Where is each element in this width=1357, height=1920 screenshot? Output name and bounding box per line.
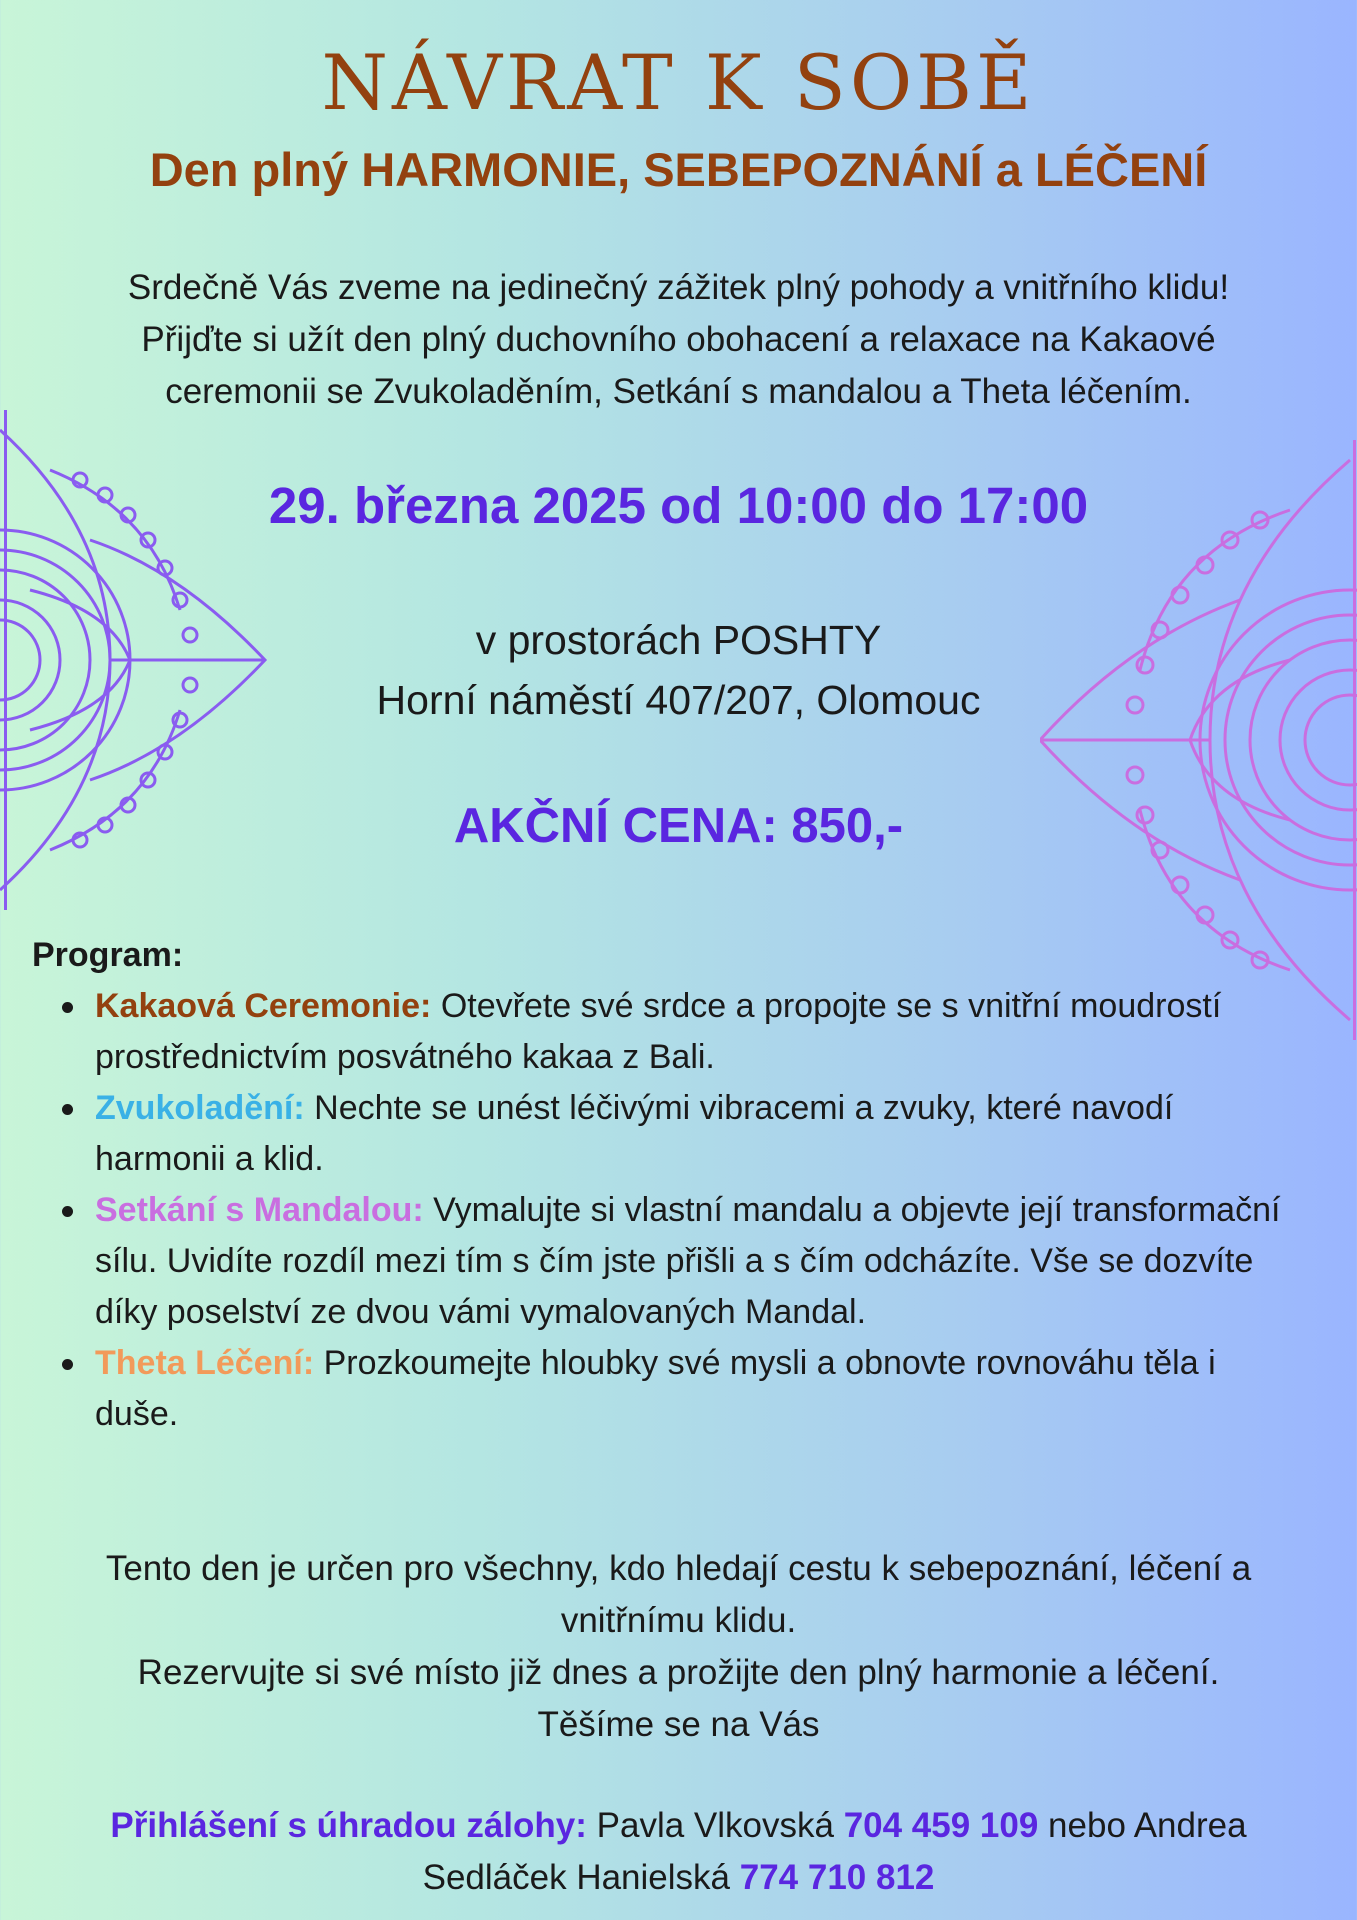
venue-address: Horní náměstí 407/207, Olomouc [376,677,981,723]
bullet-icon [62,1359,73,1370]
contact-name-1: Pavla Vlkovská [586,1806,844,1845]
program-heading: Program: [32,936,184,974]
program-section [32,930,1307,1440]
program-item-label: Zvukoladění: [95,1089,305,1127]
signup-info [40,1800,1317,1904]
signup-label: Přihlášení s úhradou zálohy: [110,1806,587,1845]
program-item-text: Nechte se unést léčivými vibracemi a zvuky, které navodí harmonii a klid. [95,1089,1174,1178]
contact-connector: nebo Andrea [1038,1806,1247,1845]
program-item-text: Prozkoumejte hloubky své mysli a obnovte rovnováhu těla i duše. [95,1344,1216,1433]
page-title: NÁVRAT K SOBĚ [321,38,1036,127]
event-price: AKČNÍ CENA: 850,- [453,799,904,853]
program-item-label: Theta Léčení: [95,1344,315,1382]
program-item-label: Setkání s Mandalou: [95,1191,424,1229]
bullet-icon [62,1104,73,1115]
closing-line: Rezervujte si své místo již dnes a prožijte den plný harmonie a léčení. [137,1653,1220,1692]
closing-paragraph [40,1543,1317,1751]
closing-line: Tento den je určen pro všechny, kdo hledají cestu k sebepoznání, léčení a [105,1549,1252,1588]
list-item [32,1338,1307,1440]
page-subtitle: Den plný HARMONIE, SEBEPOZNÁNÍ a LÉČENÍ [149,143,1208,196]
program-item-text: Otevřete své srdce a propojte se s vnitřní moudrostí prostřednictvím posvátného kakaa z Bali. [95,987,1222,1076]
closing-line: Těšíme se na Vás [537,1705,820,1744]
list-item [32,981,1307,1083]
contact-name-2: Sedláček Hanielská [422,1858,740,1897]
program-item-text: Vymalujte si vlastní mandalu a objevte její transformační sílu. Uvidíte rozdíl mezi tím s čím jste přišli a s čím odcházíte. Vše se dozvíte díky poselství ze dvou vámi vymalovaných Mandal. [95,1191,1281,1331]
bullet-icon [62,1002,73,1013]
list-item [32,1185,1307,1338]
intro-line: Přijďte si užít den plný duchovního obohacení a relaxace na Kakaové [141,320,1216,359]
contact-phone-2[interactable]: 774 710 812 [739,1858,935,1897]
closing-line: vnitřnímu klidu. [560,1601,797,1640]
contact-phone-1[interactable]: 704 459 109 [843,1806,1039,1845]
venue-name: v prostorách POSHTY [475,617,882,663]
program-list [32,981,1307,1440]
bullet-icon [62,1206,73,1217]
event-date: 29. března 2025 od 10:00 do 17:00 [268,477,1089,534]
intro-line: Srdečně Vás zveme na jedinečný zážitek plný pohody a vnitřního klidu! [127,268,1230,307]
event-venue [0,610,1357,730]
list-item [32,1083,1307,1185]
intro-paragraph [40,262,1317,418]
intro-line: ceremonii se Zvukoladěním, Setkání s mandalou a Theta léčením. [165,372,1192,411]
program-item-label: Kakaová Ceremonie: [95,987,432,1025]
